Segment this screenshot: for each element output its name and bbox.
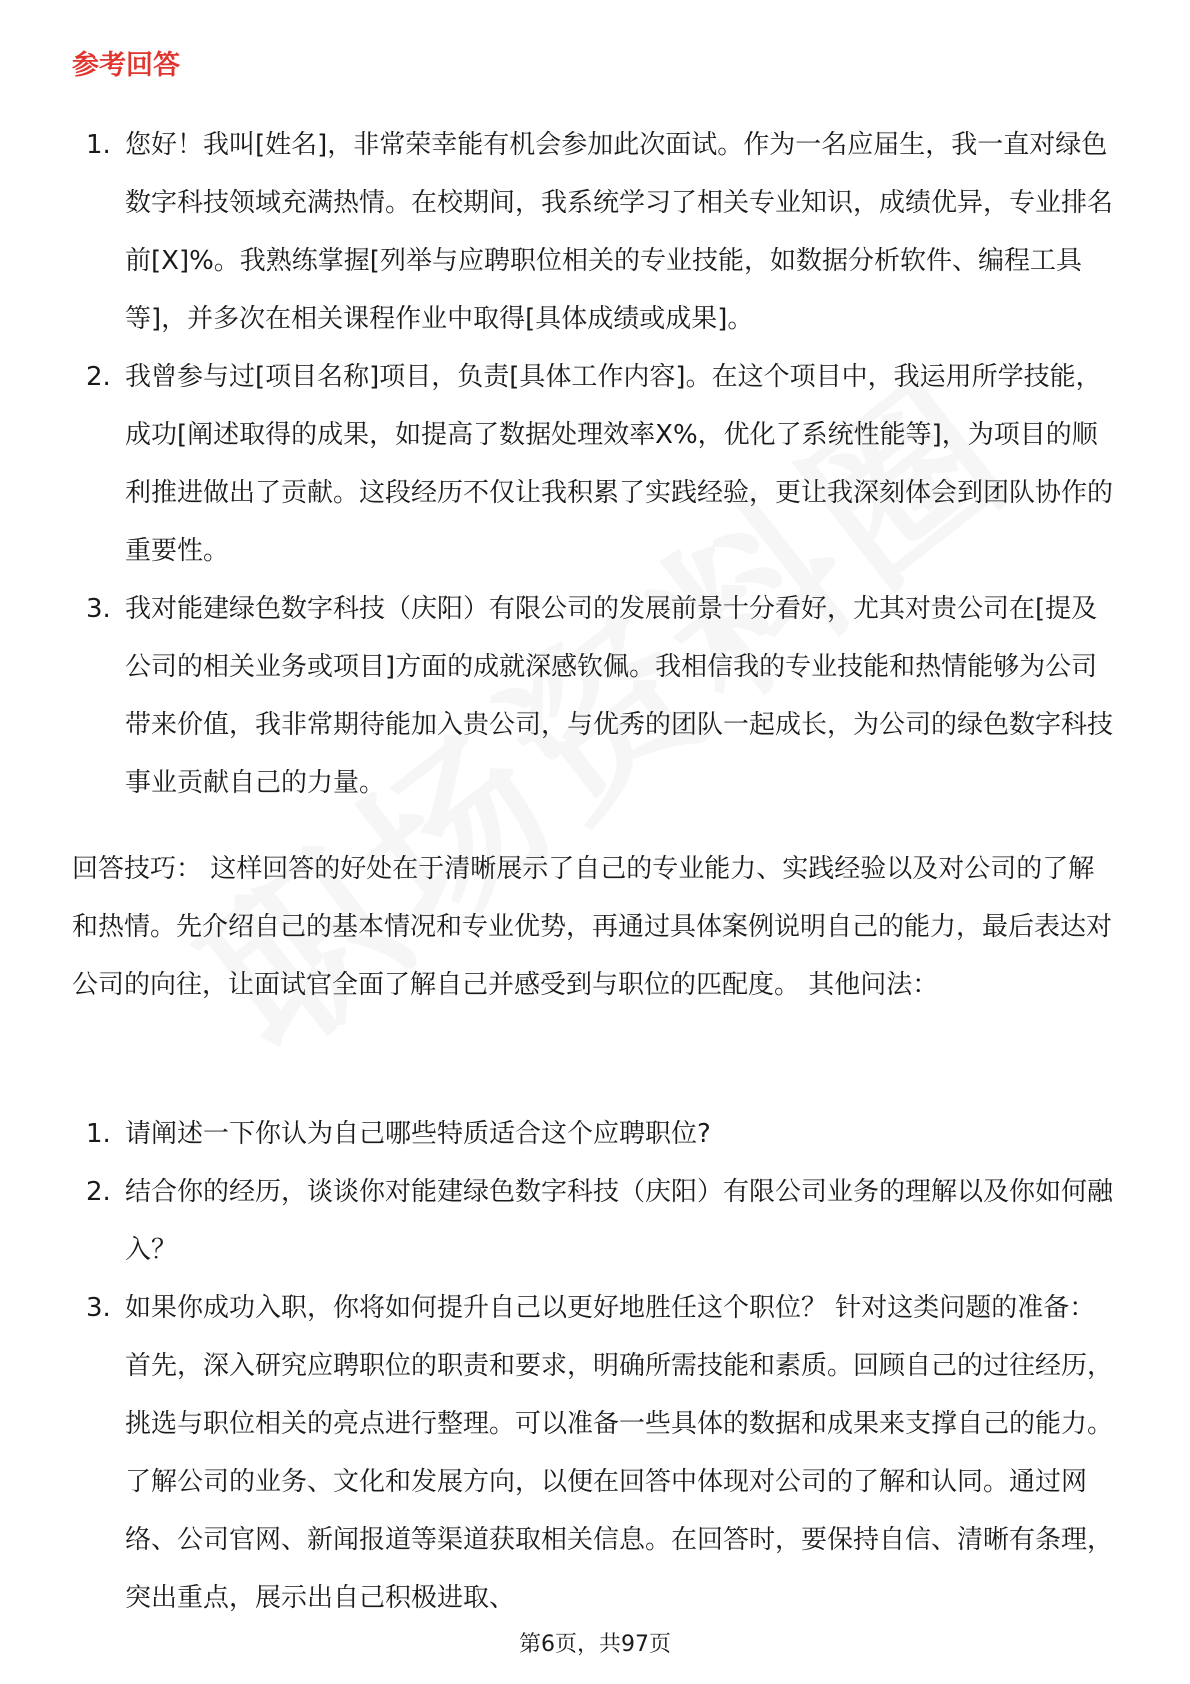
list-item (72, 1163, 1118, 1279)
list-item-text: 请阐述一下你认为自己哪些特质适合这个应聘职位? (125, 1119, 711, 1149)
list-item (72, 348, 1118, 580)
list-item (72, 116, 1118, 348)
list-item-text: 我曾参与过[项目名称]项目，负责[具体工作内容]。在这个项目中，我运用所学技能，成功[阐述取得的成果，如提高了数据处理效率X%，优化了系统性能等]，为项目的顺利推进做出了贡献。这段经历不仅让我积累了实践经验，更让我深刻体会到团队协作的重要性。 (125, 362, 1114, 566)
list-item (72, 1105, 1118, 1163)
list-number: 2. (86, 1177, 111, 1207)
list-item-text: 结合你的经历，谈谈你对能建绿色数字科技（庆阳）有限公司业务的理解以及你如何融入？ (125, 1177, 1114, 1265)
list-item-text: 您好！我叫[姓名]，非常荣幸能有机会参加此次面试。作为一名应届生，我一直对绿色数字科技领域充满热情。在校期间，我系统学习了相关专业知识，成绩优异，专业排名前[X]%。我熟练掌握[列举与应聘职位相关的专业技能，如数据分析软件、编程工具等]，并多次在相关课程作业中取得[具体成绩或成果]。 (125, 130, 1114, 334)
answer-list (72, 116, 1118, 812)
section-heading: 参考回答 (72, 50, 180, 81)
other-questions-list (72, 1105, 1118, 1627)
list-number: 3. (86, 594, 111, 624)
list-number: 3. (86, 1293, 111, 1323)
list-item-text: 如果你成功入职，你将如何提升自己以更好地胜任这个职位？ 针对这类问题的准备： 首先，深入研究应聘职位的职责和要求，明确所需技能和素质。回顾自己的过往经历，挑选与职位相关的亮点进行整理。可以准备一些具体的数据和成果来支撑自己的能力。了解公司的业务、文化和发展方向，以便在回答中体现对公司的了解和认同。通过网络、公司官网、新闻报道等渠道获取相关信息。在回答时，要保持自信、清晰有条理，突出重点，展示出自己积极进取、 (125, 1293, 1114, 1613)
list-number: 2. (86, 362, 111, 392)
list-number: 1. (86, 130, 111, 160)
list-item (72, 1279, 1118, 1627)
page-number: 第6页，共97页 (519, 1632, 671, 1657)
list-item-text: 我对能建绿色数字科技（庆阳）有限公司的发展前景十分看好，尤其对贵公司在[提及公司的相关业务或项目]方面的成就深感钦佩。我相信我的专业技能和热情能够为公司带来价值，我非常期待能加入贵公司，与优秀的团队一起成长，为公司的绿色数字科技事业贡献自己的力量。 (125, 594, 1114, 798)
list-item (72, 580, 1118, 812)
answer-tips: 回答技巧： 这样回答的好处在于清晰展示了自己的专业能力、实践经验以及对公司的了解和热情。先介绍自己的基本情况和专业优势，再通过具体案例说明自己的能力，最后表达对公司的向往，让面试官全面了解自己并感受到与职位的匹配度。 其他问法： (72, 854, 1113, 1000)
list-number: 1. (86, 1119, 111, 1149)
